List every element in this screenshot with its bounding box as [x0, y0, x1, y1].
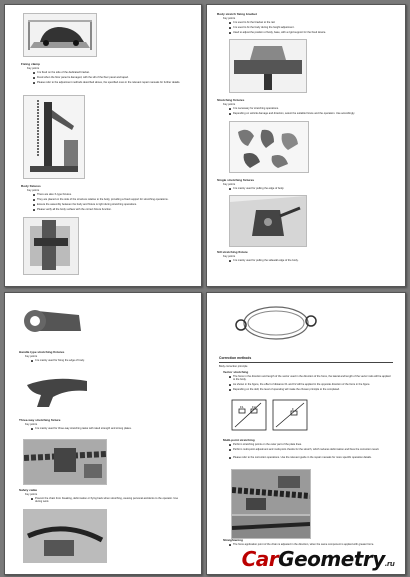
- item-sub: Key points: [25, 493, 38, 496]
- logo-part1: Car: [241, 547, 279, 571]
- bullet: It is mainly used for pulling the edge of body.: [233, 187, 285, 190]
- bullet: Please verify all the body surface with the correct fixture function.: [37, 208, 112, 211]
- item-title: Body fixtures: [21, 184, 41, 188]
- item-title: Single stretching fixtures: [217, 178, 255, 182]
- item-sub: Key points: [25, 355, 38, 358]
- bullet: Fixed when the floor panel is damaged, with the sill of the floor panel and taped.: [37, 76, 129, 79]
- bullet: Perform stretching points on the outer part of the plate lines.: [233, 443, 302, 446]
- item-title: Multi-point stretching: [223, 438, 255, 442]
- item-sub: Key points: [27, 67, 40, 70]
- frame-machine-photo: [23, 13, 97, 57]
- logo-suffix: .ru: [384, 560, 395, 568]
- body-fixture-photo: [23, 217, 79, 275]
- clamp-photo: [21, 303, 87, 339]
- bullet: It is mainly used for three-way stretching tasks with rated strength and strong plates.: [35, 427, 132, 430]
- bullet: It is used to fix the bracket to the rail.: [233, 21, 276, 24]
- multi-point-photo: [231, 469, 311, 515]
- bullet: Perform multi-point adjustment and multi-point checks for the stretch, which reduces deformation and fixes the correction result.: [233, 448, 380, 451]
- straightening-photo: [231, 515, 311, 539]
- vector-diagram: [231, 399, 311, 431]
- manual-page-1: [4, 4, 202, 287]
- diagram-label: F: [292, 407, 294, 411]
- bullet: Please refer to the adjustment methods described above, the specified ones in the relevant repair manuals for further details.: [37, 81, 181, 84]
- bullet: Ensure the assembly between the body and fixture is tight during stretching operations.: [37, 203, 137, 206]
- diagram-label: F1: [240, 405, 244, 409]
- bullet: Please refer to the correction operations. Use the relevant guide in the repair manuals for more specific operation details.: [233, 456, 372, 459]
- three-way-fixture-photo: [23, 439, 107, 485]
- bullet: The force in the direction and length of the vector used in the direction of the force, the lateral and length of the vector ratio will be applied to the body.: [233, 375, 391, 382]
- bullet: Used to adjust the position of body, base, with a rigid support for the fixed device.: [233, 31, 327, 34]
- bullet: They are placed on the side of the structure relative to the body, providing a fixed support for stretching operations.: [37, 198, 169, 201]
- cable-photo: [233, 301, 319, 345]
- section-title: Correction methods: [219, 356, 252, 360]
- handle-fixture-photo: [23, 373, 93, 411]
- item-sub: Key points: [25, 423, 38, 426]
- cargeometry-logo: [232, 548, 404, 570]
- bullet: It is mainly used for fixing the edge of body.: [35, 359, 85, 362]
- bullet: It is necessary for stretching operations.: [233, 107, 279, 110]
- item-sub: Key points: [27, 189, 40, 192]
- bullet: Prevent the chain from breaking, deformation or flying back when stretching, causing personal accidents to the operator. Use during work.: [35, 497, 179, 504]
- item-title: Sill stretching fixture: [217, 250, 248, 254]
- diagram-label: F2: [252, 405, 256, 409]
- bullet: Depending on vehicle damage and direction, select the suitable fixture and the operation. Use accordingly.: [233, 112, 355, 115]
- hooks-photo: [229, 121, 309, 173]
- item-sub: Key points: [223, 255, 236, 258]
- bullet: There are also X-type fixtures.: [37, 193, 72, 196]
- item-title: Straightening: [223, 538, 243, 542]
- item-title: Handle type stretching fixtures: [19, 350, 65, 354]
- item-title: Body stretch fixing bracket: [217, 12, 257, 16]
- manual-page-4: [206, 292, 406, 575]
- section-intro: Body correction principle: [219, 365, 248, 368]
- manual-page-2: [206, 4, 406, 287]
- item-title: Safety cable: [19, 488, 38, 492]
- item-sub: Key points: [223, 17, 236, 20]
- safety-cable-photo: [23, 509, 107, 563]
- pulling-tower-photo: [23, 95, 85, 179]
- logo-part2: Geometry: [278, 547, 385, 571]
- single-fixture-photo: [229, 195, 307, 247]
- bullet: It is fixed on the side of the dedicated bracket.: [37, 71, 90, 74]
- item-title: Stretching fixtures: [217, 98, 245, 102]
- item-title: Fixing clamp: [21, 62, 40, 66]
- item-sub: Key points: [223, 183, 236, 186]
- bullet: As shown in the figure, the effect of distance F1 and F2 will be applied in the opposite direction of the force in the figure.: [233, 383, 371, 386]
- item-title: Vector stretching: [223, 370, 249, 374]
- bullet: Depending on the skill, the level of operating will make the chosen principle to the completed.: [233, 388, 340, 391]
- bracket-photo: [229, 39, 307, 93]
- bullet: The force application point of the chain is adjusted in the direction, when the same component is applied with greater force.: [233, 543, 375, 546]
- bullet: It is used to fix the body during the height adjustment.: [233, 26, 295, 29]
- item-sub: Key points: [223, 103, 236, 106]
- item-title: Three-way stretching fixture: [19, 418, 61, 422]
- manual-page-3: [4, 292, 202, 575]
- bullet: It is mainly used for pulling the sidewall edge of the body.: [233, 259, 299, 262]
